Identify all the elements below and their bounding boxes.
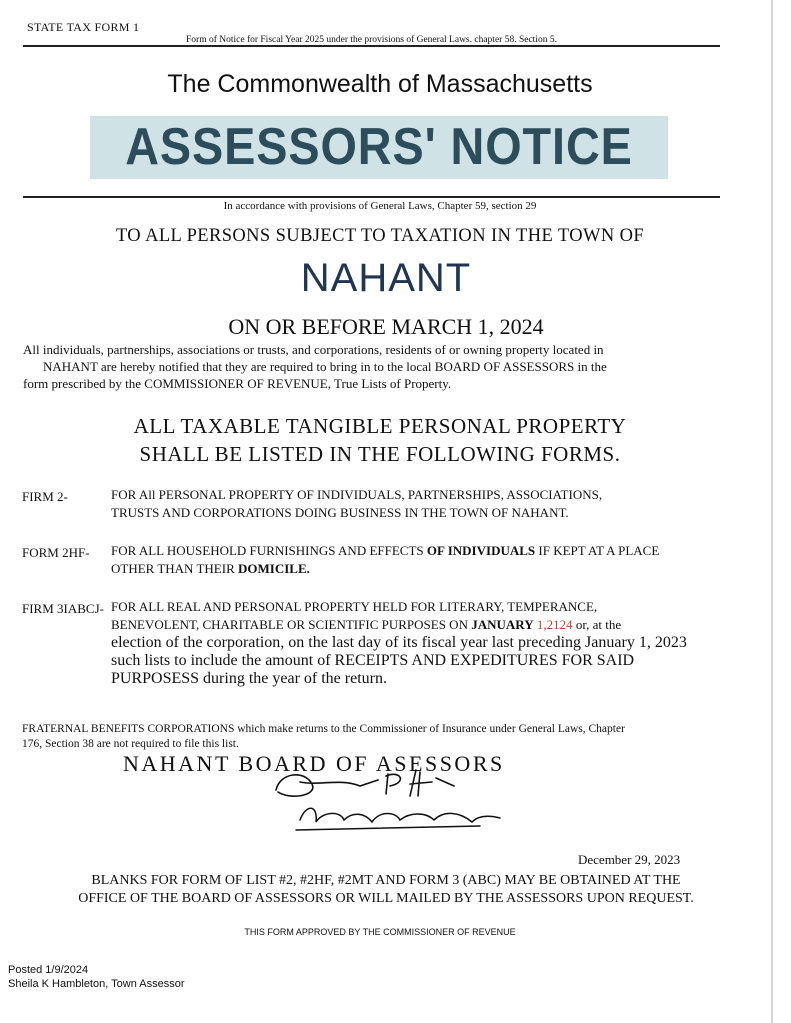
- fraternal-line: 176, Section 38 are not required to file this list.: [22, 738, 239, 750]
- intro-line: NAHANT are hereby notified that they are required to bring in to the local BOARD OF ASSESSORS in the: [43, 359, 607, 374]
- form-2hf-description: [111, 542, 711, 578]
- property-heading-line: SHALL BE LISTED IN THE FOLLOWING FORMS.: [139, 442, 621, 466]
- form-desc-bold-text: OF INDIVIDUALS: [426, 543, 536, 558]
- form-desc-text: OTHER THAN THEIR: [111, 561, 238, 576]
- form-desc-bold-text: JANUARY: [471, 617, 534, 632]
- form-2hf-label: FORM 2HF-: [22, 545, 90, 560]
- page-edge-shadow: [771, 0, 773, 1023]
- form-desc-bold-text: DOMICILE.: [238, 561, 310, 576]
- form-desc-line: PURPOSESS during the year of the return.: [111, 670, 387, 687]
- form-desc-text: FOR ALL HOUSEHOLD FURNISHINGS AND EFFECTS: [111, 543, 427, 558]
- town-name: NAHANT: [300, 256, 472, 300]
- mid-rule: [23, 196, 720, 198]
- fiscal-year-notice-line: Form of Notice for Fiscal Year 2025 under the provisions of General Laws. chapter 58. Section 5.: [186, 35, 557, 45]
- fraternal-line: FRATERNAL BENEFITS CORPORATIONS which make returns to the Commissioner of Insurance under General Laws, Chapter: [22, 723, 625, 735]
- board-of-assessors-title: NAHANT BOARD OF ASESSORS: [123, 751, 505, 776]
- form-desc-text: BENEVOLENT, CHARITABLE OR SCIENTIFIC PURPOSES ON: [111, 617, 472, 632]
- posted-line: Posted 1/9/2024: [8, 964, 89, 976]
- posted-note: [8, 963, 185, 991]
- form-3-description: [111, 598, 731, 688]
- blanks-line: BLANKS FOR FORM OF LIST #2, #2HF, #2MT AND FORM 3 (ABC) MAY BE OBTAINED AT THE: [91, 873, 681, 888]
- form-desc-line: FOR ALL REAL AND PERSONAL PROPERTY HELD FOR LITERARY, TEMPERANCE,: [111, 599, 598, 614]
- accordance-line: In accordance with provisions of General Laws, Chapter 59, section 29: [223, 200, 537, 212]
- fraternal-note: [22, 722, 722, 752]
- form-desc-line: TRUSTS AND CORPORATIONS DOING BUSINESS IN THE TOWN OF NAHANT.: [111, 505, 569, 520]
- signature-1-stroke: [276, 770, 454, 796]
- form-desc-line: election of the corporation, on the last day of its fiscal year last preceding January 1, 2023: [111, 634, 687, 651]
- form-2-description: [111, 486, 711, 522]
- assessors-notice-banner: [90, 116, 668, 179]
- intro-line: form prescribed by the COMMISSIONER OF REVENUE, True Lists of Property.: [23, 376, 452, 391]
- form-2-label: FIRM 2-: [22, 489, 68, 504]
- signatures-image: [260, 760, 520, 840]
- form-desc-text: IF KEPT AT A PLACE: [535, 543, 660, 558]
- signature-2-stroke: [296, 808, 500, 830]
- blanks-note: [0, 872, 772, 908]
- approval-note: THIS FORM APPROVED BY THE COMMISSIONER OF REVENUE: [244, 927, 516, 937]
- form-desc-line: such lists to include the amount of RECEIPTS AND EXPEDITURES FOR SAID: [111, 652, 635, 669]
- posted-line: Sheila K Hambleton, Town Assessor: [8, 978, 185, 990]
- banner-text: ASSESSORS' NOTICE: [125, 118, 633, 176]
- commonwealth-title: The Commonwealth of Massachusetts: [167, 70, 593, 98]
- notice-date: December 29, 2023: [578, 852, 681, 867]
- intro-line: All individuals, partnerships, associations or trusts, and corporations, residents of or owning property located in: [23, 342, 604, 357]
- deadline-heading: ON OR BEFORE MARCH 1, 2024: [228, 314, 544, 339]
- blanks-line: OFFICE OF THE BOARD OF ASSESSORS OR WILL MAILED BY THE ASSESSORS UPON REQUEST.: [78, 891, 694, 906]
- to-all-persons-heading: TO ALL PERSONS SUBJECT TO TAXATION IN THE TOWN OF: [115, 226, 645, 246]
- state-tax-form-label: STATE TAX FORM 1: [27, 20, 140, 34]
- form-desc-text: or, at the: [572, 617, 622, 632]
- form-3-label: FIRM 3IABCJ-: [22, 601, 104, 616]
- intro-paragraph: [23, 341, 723, 392]
- top-rule: [23, 45, 720, 47]
- form-desc-red-text: 1,2124: [533, 617, 573, 632]
- form-desc-line: FOR All PERSONAL PROPERTY OF INDIVIDUALS, PARTNERSHIPS, ASSOCIATIONS,: [111, 487, 603, 502]
- property-heading-line: ALL TAXABLE TANGIBLE PERSONAL PROPERTY: [133, 414, 627, 438]
